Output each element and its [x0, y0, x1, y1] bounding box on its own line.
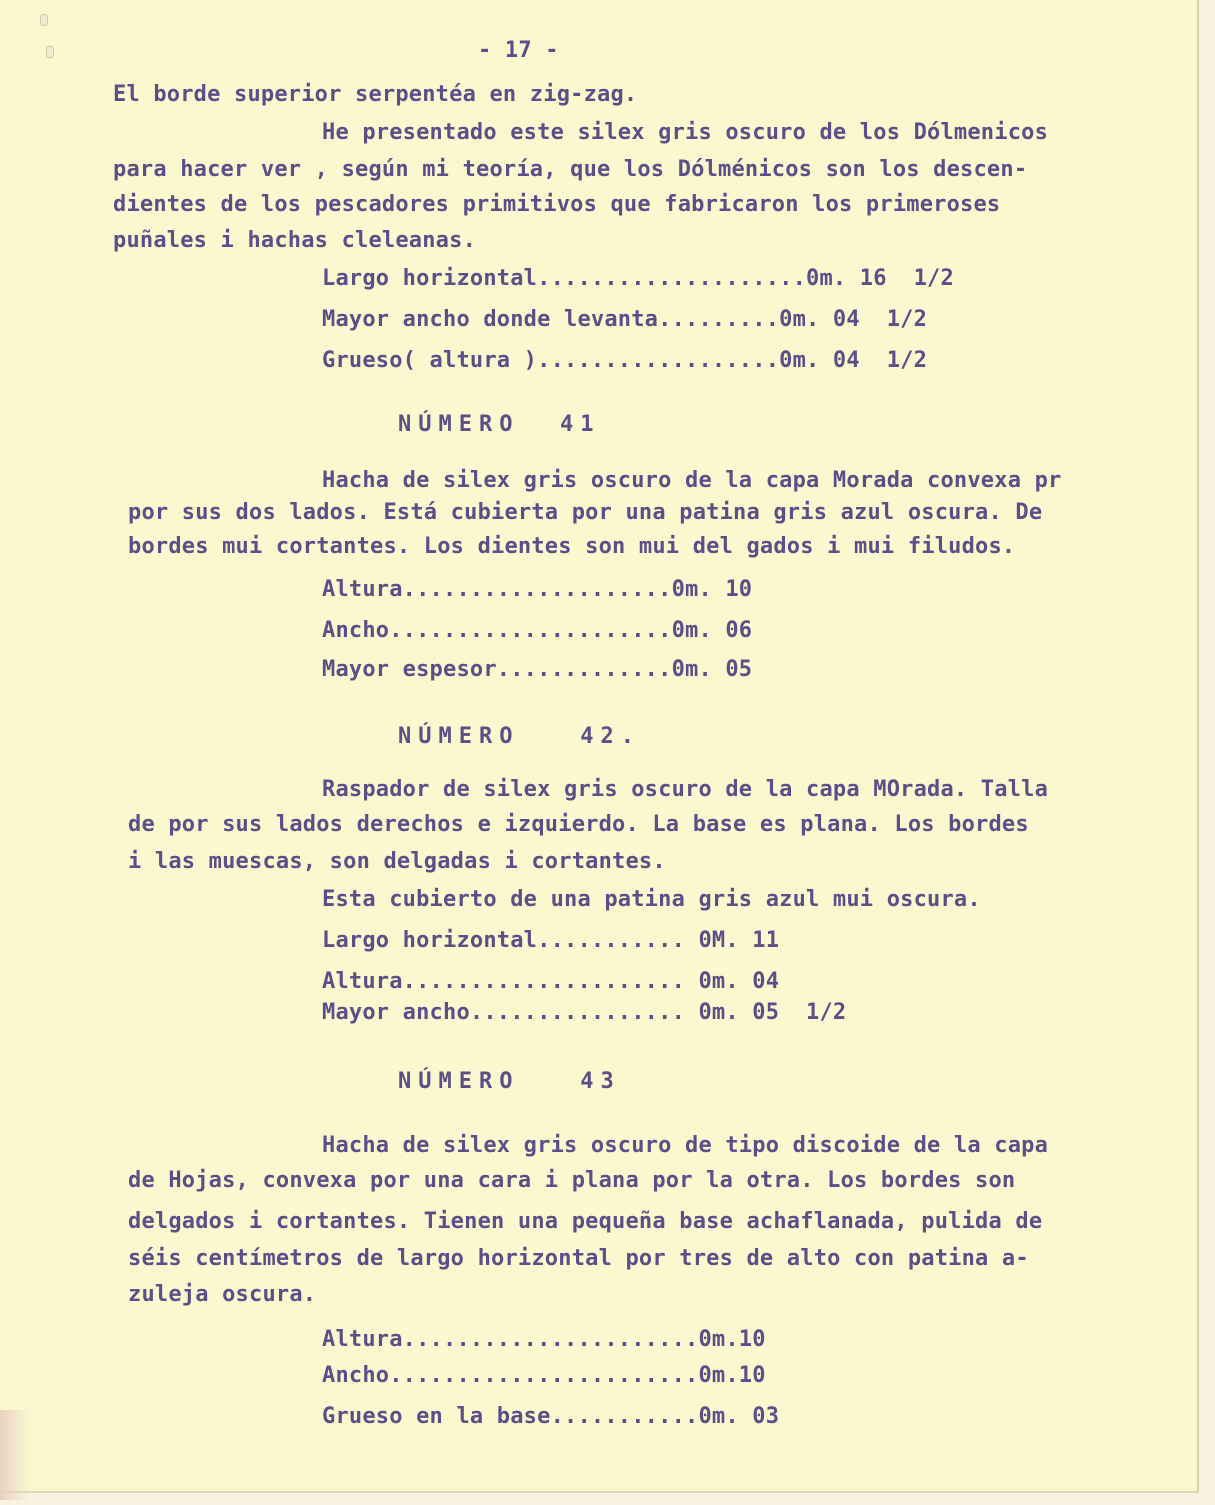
entry42-paragraph-line: de por sus lados derechos e izquierdo. La base es plana. Los bordes	[128, 812, 1029, 837]
entry43-paragraph-line: de Hojas, convexa por una cara i plana por la otra. Los bordes son	[128, 1168, 1016, 1193]
intro-paragraph-line: dientes de los pescadores primitivos que fabricaron los primeroses	[113, 192, 1001, 217]
intro-paragraph-line: para hacer ver , según mi teoría, que los Dólménicos son los descen-	[113, 157, 1028, 182]
measurement-line: Largo horizontal........... 0M. 11	[322, 928, 780, 953]
entry41-paragraph-line: bordes mui cortantes. Los dientes son mui del gados i mui filudos.	[128, 534, 1016, 559]
measurement-line: Mayor ancho donde levanta.........0m. 04 1/2	[322, 307, 928, 332]
measurement-line: Mayor ancho................ 0m. 05 1/2	[322, 1000, 847, 1025]
section-heading-43: NÚMERO 43	[398, 1069, 621, 1094]
intro-paragraph-line: puñales i hachas cleleanas.	[113, 228, 477, 253]
measurement-line: Grueso( altura )..................0m. 04 1/2	[322, 348, 928, 373]
measurement-line: Altura......................0m.10	[322, 1327, 766, 1352]
measurement-line: Grueso en la base...........0m. 03	[322, 1404, 780, 1429]
measurement-line: Altura....................0m. 10	[322, 577, 753, 602]
entry43-paragraph-line: Hacha de silex gris oscuro de tipo discoide de la capa	[322, 1133, 1049, 1158]
measurement-line: Mayor espesor.............0m. 05	[322, 657, 753, 682]
entry41-paragraph-line: Hacha de silex gris oscuro de la capa Morada convexa pr	[322, 468, 1062, 493]
punch-hole	[46, 46, 54, 58]
page-number: - 17 -	[478, 38, 559, 63]
punch-hole	[40, 14, 48, 26]
entry41-paragraph-line: por sus dos lados. Está cubierta por una patina gris azul oscura. De	[128, 500, 1043, 525]
measurement-line: Largo horizontal....................0m. 16 1/2	[322, 266, 954, 291]
page-stain	[0, 1410, 30, 1500]
entry43-paragraph-line: delgados i cortantes. Tienen una pequeña base achaflanada, pulida de	[128, 1209, 1043, 1234]
intro-line: El borde superior serpentéa en zig-zag.	[113, 82, 638, 107]
section-heading-42: NÚMERO 42.	[398, 724, 641, 749]
measurement-line: Ancho.....................0m. 06	[322, 618, 753, 643]
entry43-paragraph-line: séis centímetros de largo horizontal por tres de alto con patina a-	[128, 1246, 1029, 1271]
entry43-paragraph-line: zuleja oscura.	[128, 1282, 317, 1307]
entry42-paragraph-line: Esta cubierto de una patina gris azul mui oscura.	[322, 887, 981, 912]
measurement-line: Altura..................... 0m. 04	[322, 969, 780, 994]
section-heading-41: NÚMERO 41	[398, 412, 601, 437]
entry42-paragraph-line: Raspador de silex gris oscuro de la capa MOrada. Talla	[322, 777, 1049, 802]
measurement-line: Ancho.......................0m.10	[322, 1363, 766, 1388]
entry42-paragraph-line: i las muescas, son delgadas i cortantes.	[128, 849, 666, 874]
intro-paragraph-line: He presentado este silex gris oscuro de los Dólmenicos	[322, 120, 1049, 145]
